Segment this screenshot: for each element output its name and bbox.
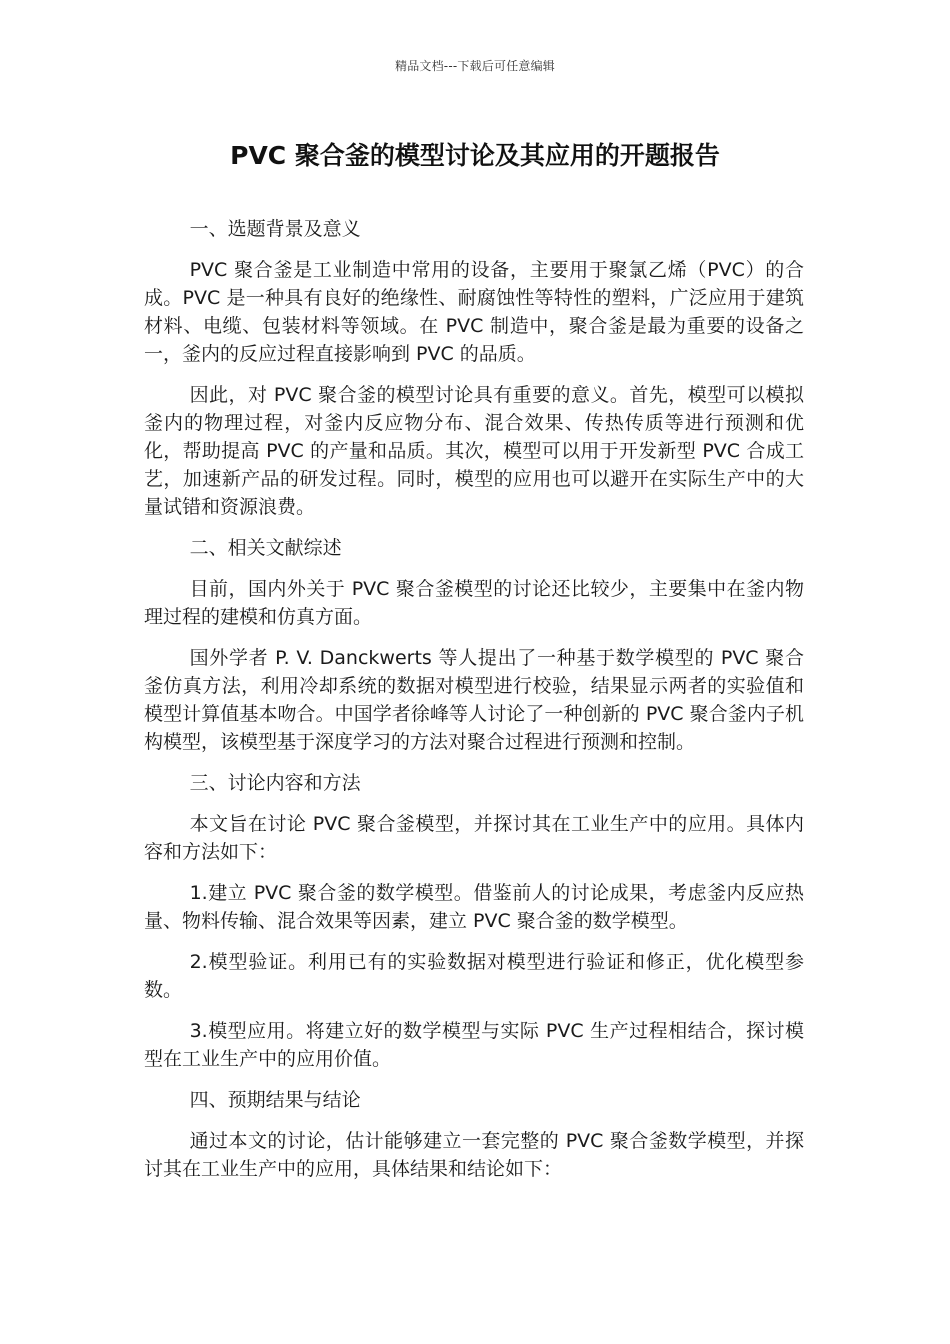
list-item: 1.建立 PVC 聚合釜的数学模型。借鉴前人的讨论成果，考虑釜内反应热量、物料传输、混合效果等因素，建立 PVC 聚合釜的数学模型。 <box>144 882 804 932</box>
paragraph: 因此，对 PVC 聚合釜的模型讨论具有重要的意义。首先，模型可以模拟釜内的物理过程，对釜内反应物分布、混合效果、传热传质等进行预测和优化，帮助提高 PVC 的产量和品质。其次，模型可以用于开发新型 PVC 合成工艺，加速新产品的研发过程。同时，模型的应用也可以避开在实际生产中的大量试错和资源浪费。 <box>144 384 804 518</box>
list-item: 3.模型应用。将建立好的数学模型与实际 PVC 生产过程相结合，探讨模型在工业生产中的应用价值。 <box>144 1020 804 1070</box>
paragraph: PVC 聚合釜是工业制造中常用的设备，主要用于聚氯乙烯（PVC）的合成。PVC 是一种具有良好的绝缘性、耐腐蚀性等特性的塑料，广泛应用于建筑材料、电缆、包装材料等领域。在 PVC 制造中，聚合釜是最为重要的设备之一，釜内的反应过程直接影响到 PVC 的品质。 <box>144 259 804 365</box>
section-heading-methods: 三、讨论内容和方法 <box>189 772 361 794</box>
document-body <box>144 215 804 1196</box>
list-item: 2.模型验证。利用已有的实验数据对模型进行验证和修正，优化模型参数。 <box>144 951 804 1001</box>
section-heading-background: 一、选题背景及意义 <box>189 218 361 240</box>
paragraph: 目前，国内外关于 PVC 聚合釜模型的讨论还比较少，主要集中在釜内物理过程的建模和仿真方面。 <box>144 578 804 628</box>
paragraph: 通过本文的讨论，估计能够建立一套完整的 PVC 聚合釜数学模型，并探讨其在工业生产中的应用，具体结果和结论如下： <box>144 1130 804 1180</box>
document-title: PVC 聚合釜的模型讨论及其应用的开题报告 <box>230 141 720 170</box>
section-heading-results: 四、预期结果与结论 <box>189 1089 361 1111</box>
section-heading-literature: 二、相关文献综述 <box>189 537 342 559</box>
paragraph: 国外学者 P. V. Danckwerts 等人提出了一种基于数学模型的 PVC 聚合釜仿真方法，利用冷却系统的数据对模型进行校验，结果显示两者的实验值和模型计算值基本吻合。中国学者徐峰等人讨论了一种创新的 PVC 聚合釜内子机构模型，该模型基于深度学习的方法对聚合过程进行预测和控制。 <box>144 647 804 753</box>
header-note: 精品文档---下载后可任意编辑 <box>395 59 555 73</box>
paragraph: 本文旨在讨论 PVC 聚合釜模型，并探讨其在工业生产中的应用。具体内容和方法如下： <box>144 813 804 863</box>
